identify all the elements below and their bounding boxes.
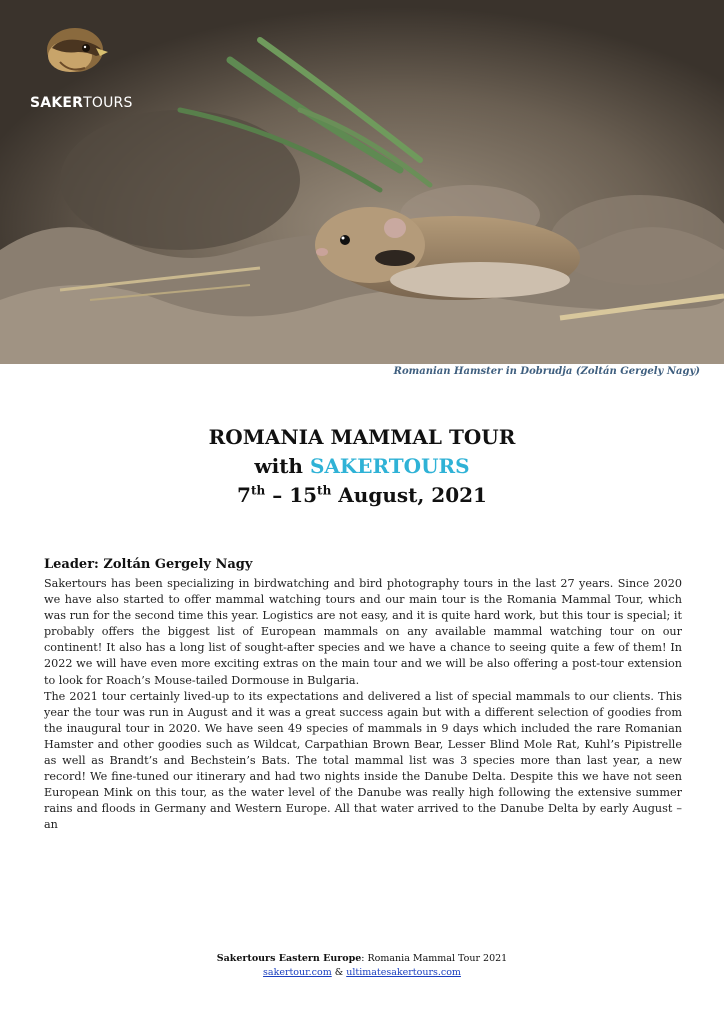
tour-subtitle: with SAKERTOURS [254, 454, 470, 478]
tour-title: ROMANIA MAMMAL TOUR [208, 425, 516, 449]
website-link[interactable]: sakertour.com [263, 967, 332, 978]
report-body [44, 576, 682, 834]
footer-line-2: sakertour.com & ultimatesakertours.com [263, 967, 461, 978]
tour-leader-heading: Leader: Zoltán Gergely Nagy [44, 557, 253, 572]
brand-name: SAKERTOURS [309, 454, 470, 478]
logo-wordmark: SAKERTOURS [30, 95, 133, 111]
paragraph: The 2021 tour certainly lived-up to its expectations and delivered a list of special mammals to our clients. This year the tour was run in August and it was a great success again but with a different selection of goodies from the inaugural tour in 2020. We have seen 49 species of mammals in 9 days which included the rare Romanian Hamster and other goodies such as Wildcat, Carpathian Brown Bear, Lesser Blind Mole Rat, Kuhl’s Pipistrelle as well as Brandt’s and Bechstein’s Bats. The total mammal list was 3 species more than last year, a new record! We fine-tuned our itinerary and had two nights inside the Danube Delta. Despite this we have not seen European Mink on this tour, as the water level of the Danube was really high following the extensive summer rains and floods in Germany and Western Europe. All that water arrived to the Danube Delta by early August – an [44, 689, 682, 832]
footer-line-1: Sakertours Eastern Europe: Romania Mammal Tour 2021 [216, 953, 508, 964]
photo-caption: Romanian Hamster in Dobrudja (Zoltán Gergely Nagy) [393, 366, 700, 377]
page-footer [0, 952, 724, 980]
hero-photo [0, 0, 724, 364]
tour-title-block [0, 423, 724, 510]
website-link[interactable]: ultimatesakertours.com [346, 967, 461, 978]
paragraph: Sakertours has been specializing in birdwatching and bird photography tours in the last 27 years. Since 2020 we have also started to offer mammal watching tours and our main tour is the Romania Mammal Tour, which was run for the second time this year. Logistics are not easy, and it is quite hard work, but this tour is special; it probably offers the biggest list of European mammals on any available mammal watching tour on our continent! It also has a long list of sought-after species and we have a chance to seeing quite a few of them! In 2022 we will have even more exciting extras on the main tour and we will be also offering a post-tour extension to look for Roach’s Mouse-tailed Dormouse in Bulgaria. [44, 577, 682, 687]
falcon-head-icon [30, 18, 110, 88]
tour-dates: 7th – 15th August, 2021 [237, 483, 487, 507]
